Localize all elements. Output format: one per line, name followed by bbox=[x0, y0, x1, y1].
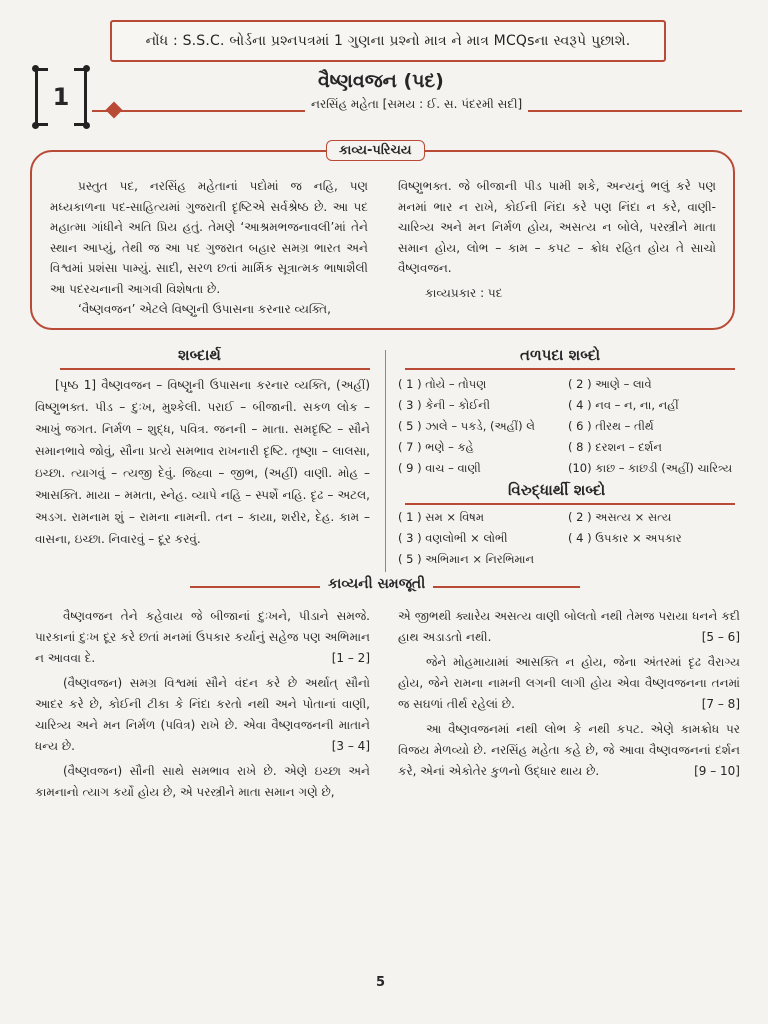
talpada-underline bbox=[405, 368, 735, 370]
viruddharthi-item: ( 3 ) વણલોભી × લોભી bbox=[398, 531, 508, 545]
samjuti-heading: કાવ્યની સમજૂતી bbox=[320, 576, 433, 592]
chapter-number: 1 bbox=[52, 83, 70, 111]
talpada-heading: તળપદા શબ્દો bbox=[520, 346, 601, 364]
kavya-parichay-left: પ્રસ્તુત પદ, નરસિંહ મહેતાનાં પદોમાં જ નહિ, પણ મધ્યકાળના પદ-સાહિત્યમાં ગુજરાતી દૃષ્ટિએ સર્વશ્રેષ્ઠ છે. આ પદ મહાત્મા ગાંધીને અતિ પ્રિય હતું. તેમણે ‘આશ્રમભજનાવલી’માં તેને સ્થાન આપ્યું, તેથી જ આ પદ ગુજરાત બહાર સમગ્ર ભારત અને વિશ્વમાં પ્રશંસા પામ્યું. સાદી, સરળ છતાં માર્મિક સૂત્રાત્મક ભાષાશૈલી આ પદરચનાની આગવી વિશેષતા છે. bbox=[50, 179, 368, 296]
shabdarth-underline bbox=[60, 368, 370, 370]
kavya-prakar: કાવ્યપ્રકાર : પદ bbox=[425, 286, 503, 300]
samjuti-para-text: (વૈષ્ણવજન) સૌની સાથે સમભાવ રાખે છે. એણે ઇચ્છા અને કામનાનો ત્યાગ કર્યો હોય છે, એ પરસ્ત્રીને માતા સમાન ગણે છે, bbox=[35, 764, 370, 799]
viruddharthi-heading: વિરુદ્ધાર્થી શબ્દો bbox=[508, 481, 606, 499]
samjuti-para-text: આ વૈષ્ણવજનમાં નથી લોભ કે નથી કપટ. એણે કામક્રોધ પર વિજય મેળવ્યો છે. નરસિંહ મહેતા કહે છે, જે આવા વૈષ્ણવજનનાં દર્શન કરે, એનાં એકોતેર કુળનો ઉદ્ધાર થાય છે. bbox=[398, 722, 740, 778]
talpada-item: ( 1 ) તોયે – તોપણ bbox=[398, 377, 487, 391]
kavya-parichay-right: વિષ્ણુભક્ત. જે બીજાની પીડ પામી શકે, અન્યનું ભલું કરે પણ મનમાં ભાર ન રાખે, કોઈની નિંદા કરે પણ નિંદા ન કરે, વાણી-ચારિત્ર્ય અને મન નિર્મળ હોય, અસત્ય ન બોલે, પરસ્ત્રીને માતા સમાન હોય, લોભ – કામ – કપટ – ક્રોધ રહિત હોય તે સાચો વૈષ્ણવજન. bbox=[398, 179, 716, 275]
samjuti-para-text: જેને મોહમાયામાં આસક્તિ ન હોય, જેના અંતરમાં દૃઢ વૈરાગ્ય હોય, જેને રામના નામની લગની લાગી હોય એવા વૈષ્ણવજનના તનમાં જ સઘળાં તીર્થ રહેલાં છે. bbox=[398, 655, 740, 711]
talpada-item: ( 2 ) આણે – લાવે bbox=[568, 377, 652, 391]
page-number: 5 bbox=[376, 975, 386, 990]
talpada-item: ( 3 ) કેની – કોઈની bbox=[398, 398, 491, 412]
samjuti-para bbox=[398, 719, 740, 782]
talpada-item: ( 9 ) વાચ – વાણી bbox=[398, 461, 481, 475]
kavya-parichay-heading: કાવ્ય-પરિચય bbox=[326, 140, 425, 161]
kavya-parichay-left-end: ‘વૈષ્ણવજન’ એટલે વિષ્ણુની ઉપાસના કરનાર વ્યક્તિ, bbox=[78, 302, 331, 316]
talpada-item: (10) કાછ – કાછડી (અહીં) ચારિત્ર્ય bbox=[568, 461, 733, 475]
samjuti-para bbox=[35, 673, 370, 757]
verse-ref: [5 – 6] bbox=[701, 630, 740, 644]
viruddharthi-list bbox=[398, 507, 743, 570]
shabdarth-heading: શબ્દાર્થ bbox=[178, 346, 221, 364]
talpada-item: ( 8 ) દરશન – દર્શન bbox=[568, 440, 662, 454]
talpada-item: ( 6 ) તીરથ – તીર્થ bbox=[568, 419, 654, 433]
mcq-note-text: નોંધ : S.S.C. બોર્ડના પ્રશ્નપત્રમાં 1 ગુણના પ્રશ્નો માત્ર ને માત્ર MCQsના સ્વરૂપે પુછાશે. bbox=[145, 33, 631, 49]
samjuti-para bbox=[398, 606, 740, 648]
talpada-list bbox=[398, 374, 743, 479]
samjuti-para-text: વૈષ્ણવજન તેને કહેવાય જે બીજાનાં દુઃખને, પીડાને સમજે. પારકાનાં દુઃખ દૂર કરે છતાં મનમાં ઉપકાર કર્યાનું સહેજ પણ અભિમાન ન આવવા દે. bbox=[35, 609, 370, 665]
viruddharthi-item: ( 5 ) અભિમાન × નિરભિમાન bbox=[398, 552, 535, 566]
chapter-title: વૈષ્ણવજન (પદ) bbox=[318, 70, 444, 92]
poet-byline: નરસિંહ મહેતા [સમય : ઈ. સ. પંદરમી સદી] bbox=[305, 97, 528, 112]
samjuti-para-text: (વૈષ્ણવજન) સમગ્ર વિશ્વમાં સૌને વંદન કરે છે અર્થાત્ સૌનો આદર કરે છે, કોઈની ટીકા કે નિંદા કરતો નથી અને પોતાનાં વાણી, ચારિત્ર્ય અને મન નિર્મળ (પવિત્ર) રાખે છે. એવા વૈષ્ણવજનની માતાને ધન્ય છે. bbox=[35, 676, 370, 753]
samjuti-para-text: એ જીભથી ક્યારેય અસત્ય વાણી બોલતો નથી તેમજ પરાયા ધનને કદી હાથ અડાડતો નથી. bbox=[398, 609, 740, 644]
verse-ref: [7 – 8] bbox=[701, 697, 740, 711]
viruddharthi-item: ( 2 ) અસત્ય × સત્ય bbox=[568, 510, 672, 524]
viruddharthi-underline bbox=[405, 503, 735, 505]
shabdarth-text: [પૃષ્ઠ 1] વૈષ્ણવજન – વિષ્ણુની ઉપાસના કરનાર વ્યક્તિ, (અહીં) વિષ્ણુભક્ત. પીડ – દુઃખ, મુશ્કેલી. પરાઈ – બીજાની. સકળ લોક – આખું જગત. નિર્મળ – શુદ્ધ, પવિત્ર. જનની – માતા. સમદૃષ્ટિ – સૌને સમાનભાવે જોવું, સૌના પ્રત્યે સમભાવ રાખનારી દૃષ્ટિ. તૃષ્ણા – લાલસા, ઇચ્છા. ત્યાગવું – ત્યજી દેવું. જિહ્વા – જીભ, (અહીં) વાણી. મોહ – આસક્તિ. માયા – મમતા, સ્નેહ. વ્યાપે નહિ – સ્પર્શે નહિ. દૃઢ – અટલ, અડગ. રામનામ શું – રામના નામની. તન – કાયા, શરીર, દેહ. કામ – વાસના, ઇચ્છા. નિવારવું – દૂર કરવું. bbox=[35, 378, 370, 546]
samjuti-para bbox=[35, 606, 370, 669]
samjuti-left-column bbox=[35, 606, 370, 803]
samjuti-right-column bbox=[398, 606, 740, 782]
verse-ref: [3 – 4] bbox=[331, 739, 370, 753]
talpada-item: ( 4 ) નવ – ન, ના, નહીં bbox=[568, 398, 679, 412]
viruddharthi-item: ( 4 ) ઉપકાર × અપકાર bbox=[568, 531, 682, 545]
verse-ref: [1 – 2] bbox=[331, 651, 370, 665]
chapter-number-badge bbox=[35, 68, 87, 126]
viruddharthi-item: ( 1 ) સમ × વિષમ bbox=[398, 510, 484, 524]
talpada-item: ( 7 ) ભણે – કહે bbox=[398, 440, 474, 454]
talpada-item: ( 5 ) ઝાલે – પકડે, (અહીં) લે bbox=[398, 419, 535, 433]
samjuti-para bbox=[398, 652, 740, 715]
verse-ref: [9 – 10] bbox=[694, 764, 740, 778]
column-divider bbox=[385, 350, 386, 572]
mcq-note bbox=[110, 20, 666, 62]
samjuti-para bbox=[35, 761, 370, 803]
rule-ornament bbox=[106, 102, 123, 119]
